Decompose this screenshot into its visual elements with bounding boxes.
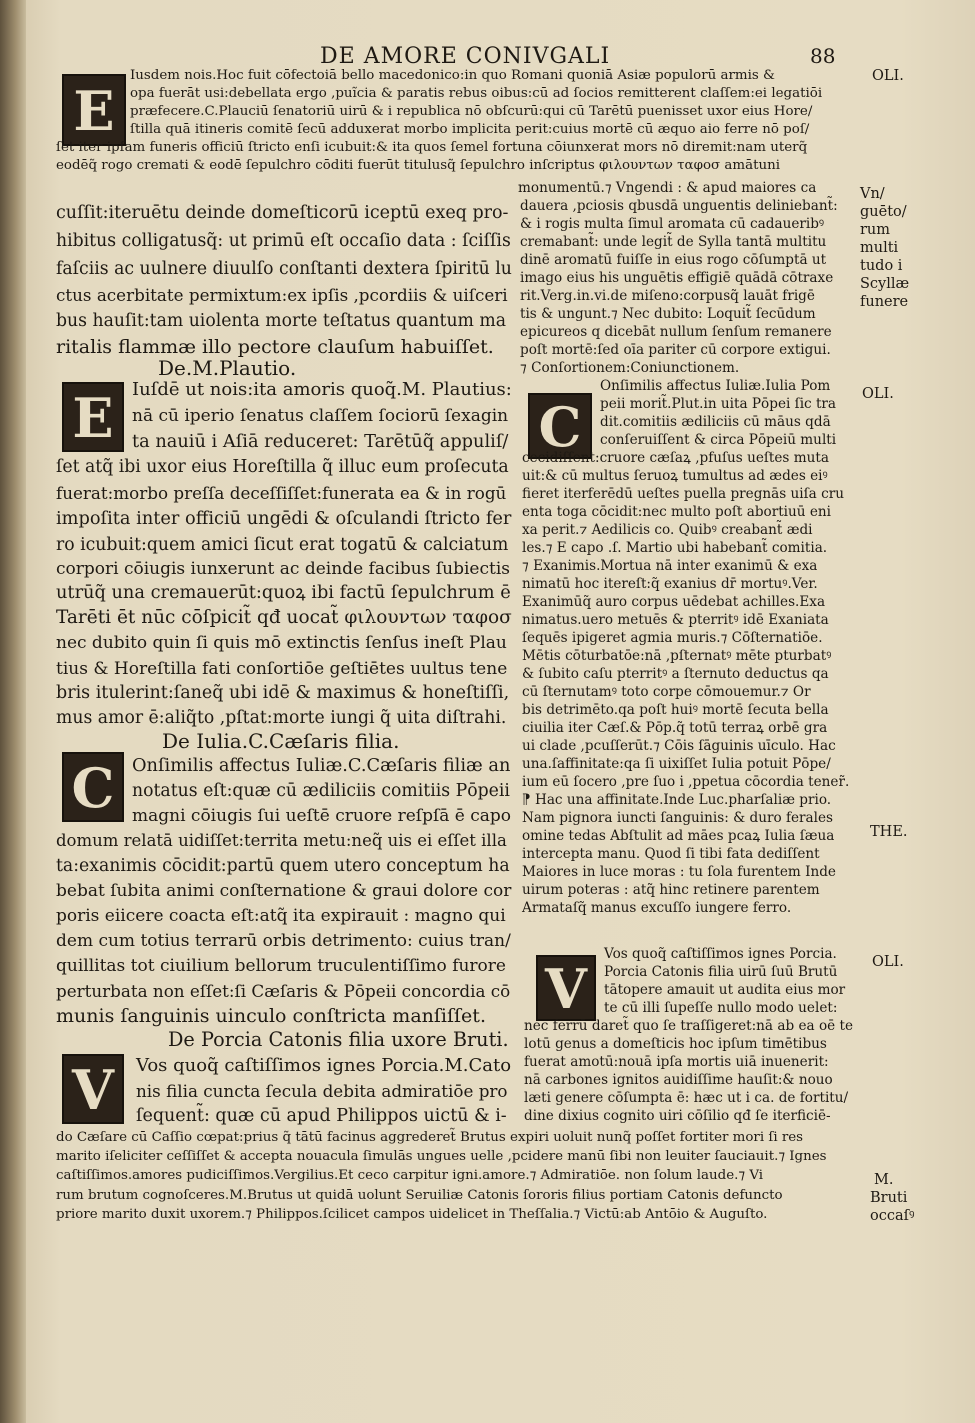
text-line: cuſſit:iteruētu deinde domeſticorū iceptū exeq pro- (56, 203, 509, 223)
commentary-line: læti genere cōſumpta ē: hæc ut i ca. de fortitu/ (524, 1090, 849, 1106)
commentary-line: cremabant̃: unde legit̃ de Sylla tantā multitu (520, 234, 827, 250)
folio-number: 88 (810, 44, 836, 68)
text-line: notatus eſt:quæ cū ædiliciis comitiis Pōpeii (132, 781, 510, 801)
section-heading: De Iulia.C.Cæſaris filia. (162, 729, 400, 753)
commentary-line: una.ſaffinitate:qa ſi uixiſſet Iulia potuit Pōpe/ (522, 756, 831, 772)
commentary-line: uit:& cū multus ſeruoꝝ tumultus ad ædes eiꝰ (522, 468, 828, 484)
text-line: Vos quoq̃ caſtiſſimos ignes Porcia.M.Cato (136, 1055, 512, 1076)
text-line: Iuſdē ut nois:ita amoris quoq̃.M. Plautius: (132, 379, 512, 400)
text-line: faſciis ac uulnere diuulſo conſtanti dextera ſpiritū lu (56, 259, 512, 279)
commentary-line: imago eius his unguētis effigiē quādā cōtraxe (520, 270, 834, 286)
drop-initial: E (62, 74, 126, 146)
commentary-line: ium eū ſocero ,pre ſuo i ,ppetua cōcordia tener̃. (522, 774, 850, 790)
commentary-line: te cū illi ſupeſſe nullo modo uelet: (604, 1000, 838, 1016)
commentary-line: dine dixius cognito uiri cōſilio qđ ſe iterficiē- (524, 1108, 831, 1124)
text-line: ritalis flammæ illo pectore clauſum habuiſſet. (56, 336, 494, 358)
commentary-line: & i rogis multa ſimul aromata cū cadaueribꝰ (520, 216, 825, 232)
commentary-line: monumentū.⁊ Vngendi : & apud maiores ca (518, 180, 817, 196)
text-line: tius & Horeſtilla fati conſortiōe geſtiētes uultus tene (56, 659, 508, 679)
commentary-line: enta toga cōcidit:nec multo poſt abortiuū eni (522, 504, 831, 520)
margin-note: Vn/ (860, 186, 885, 202)
commentary-line: do Cæſare cū Caſſio cœpat:prius q̃ tātū facinus aggrederet̃ Brutus expiri uoluit nunq̃ poſſet fortiter mori ſi res (56, 1130, 804, 1145)
text-line: mus amor ē:aliq̃to ,pſtat:morte iungi q̃ uita diſtrahi. (56, 708, 507, 728)
drop-initial: C (62, 752, 124, 822)
text-line: utrūq̃ una cremauerūt:quoꝝ ibi factū ſepulchrum ē (56, 583, 511, 603)
text-line: nis filia cuncta ſecula debita admiratiōe pro (136, 1081, 508, 1101)
commentary-line: nā carbones ignitos auidiſſime hauſit:& nouo (524, 1072, 833, 1088)
text-line: ſequent̃: quæ cū apud Philippos uictū & i- (136, 1106, 507, 1126)
margin-note: guēto/ (860, 204, 907, 220)
commentary-line: priore marito duxit uxorem.⁊ Philippos.ſcilicet campos uidelicet in Theſſalia.⁊ Victū:ab Antōio & Auguſto. (56, 1207, 768, 1222)
commentary-line: rit.Verg.in.vi.de miſeno:corpusq̃ lauāt frigē (520, 288, 815, 304)
margin-note: tudo i (860, 258, 903, 274)
text-line: perturbata non eſſet:ſi Cæſaris & Pōpeii concordia cō (56, 981, 511, 1001)
text-line: ro icubuit:quem amici ſicut erat togatū & calciatum (56, 535, 509, 555)
commentary-line: epicureos q dicebāt nullum ſenſum remanere (520, 324, 832, 340)
text-line: munis ſanguinis uinculo conſtricta manſiſſet. (56, 1005, 486, 1027)
commentary-line: dauera ,pciosis qbusdā unguentis deliniebant̃: (520, 198, 838, 214)
text-line: bris itulerint:ſaneq̃ ubi idē & maximus & honeſtiſſi, (56, 683, 510, 703)
section-heading: De.M.Plautio. (158, 356, 297, 380)
commentary-line: fieret iterferēdū ueſtes puella pregnās uiſa cru (522, 486, 844, 502)
commentary-line: ⁊ Conſortionem:Coniunctionem. (520, 360, 740, 376)
commentary-line: dit.comitiis ædiliciis cū māus qdā (600, 414, 831, 430)
commentary-line: Nam pignora iuncti ſanguinis: & duro ferales (522, 810, 834, 826)
text-line: magni cōiugis ſui ueſtē cruore reſpſā ē capo (132, 806, 512, 826)
margin-note: THE. (870, 824, 908, 840)
commentary-line: tātopere amauit ut audita eius mor (604, 982, 846, 998)
commentary-line: uirum poteras : atq̃ hinc retinere parentem (522, 882, 820, 898)
commentary-line: Porcia Catonis filia uirū ſuū Brutū (604, 964, 838, 980)
drop-initial: E (62, 382, 124, 452)
margin-note: OLI. (872, 68, 904, 84)
commentary-line: les.⁊ E capo .ſ. Martio ubi habebant̃ comitia. (522, 540, 828, 556)
commentary-line: ⁊ Exanimis.Mortua nā inter exanimū & exa (522, 558, 818, 574)
text-line: poris eiicere coacta eſt:atq̃ ita expirauit : magno qui (56, 906, 506, 926)
text-line: dem cum totius terrarū orbis detrimento: cuius tran/ (56, 931, 511, 951)
text-line: impoſita inter officiū ungēdi & oſculandi ſtricto fer (56, 509, 512, 529)
commentary-line: omine tedas Abſtulit ad māes pcaꝝ Iulia ſæua (522, 828, 835, 844)
commentary-line: Maiores in luce moras : tu ſola furentem Inde (522, 864, 836, 880)
text-line: domum relatā uidiſſet:territa metu:neq̃ uis ei eſſet illa (56, 831, 507, 850)
commentary-line: ⁋ Hac una affinitate.Inde Luc.pharſaliæ prio. (522, 792, 832, 808)
text-line: nā cū iperio ſenatus claſſem ſociorū ſexagin (132, 406, 509, 426)
margin-note: OLI. (862, 386, 894, 402)
commentary-line: caſtiſſimos.amores pudiciſſimos.Vergilius.Et ceco carpitur igni.amore.⁊ Admiratiōe. non ſolum laude.⁊ Vi (56, 1168, 764, 1183)
text-line: ſet iter ipſam funeris officiū ſtricto enſi icubuit:& ita quos ſemel fortuna cōiunxerat mors nō diremit:nam uterq̃ (56, 140, 808, 155)
text-line: Tarēti ēt nūc cōſpicit̃ qđ uocat̃ φιλουντων ταφοσ (56, 607, 512, 628)
text-line: bus hauſit:tam uiolenta morte teſtatus quantum ma (56, 311, 507, 331)
margin-note: M. (874, 1172, 894, 1188)
text-line: Onſimilis affectus Iuliæ.C.Cæſaris filiæ an (132, 756, 511, 776)
commentary-line: nimatus.uero metuēs & pterritꝰ idē Exaniata (522, 612, 829, 628)
commentary-line: bis detrimēto.qa poſt huiꝰ mortē ſecuta bella (522, 702, 829, 718)
text-line: opa fuerāt usi:debellata ergo ,puĩcia & paratis rebus oibus:cū ad ſocios remitterent claſſem:ei legatiōi (130, 86, 823, 101)
text-line: ctus acerbitate permixtum:ex ipſis ,pcordiis & uiſceri (56, 285, 508, 305)
drop-initial: C (528, 393, 592, 459)
text-line: ta nauiū i Aſiā reduceret: Tarētūq̃ appuliſ/ (132, 432, 509, 452)
margin-note: multi (860, 240, 899, 256)
commentary-line: Mētis cōturbatōe:nā ,pſternatꝰ mēte pturbatꝰ (522, 648, 832, 664)
commentary-line: marito iſeliciter ceſſiſſet & accepta nouacula ſimulās ungues uelle ,pcidere manū ſibi non leuiter ſauciauit.⁊ Ignes (56, 1149, 827, 1164)
text-line: nec dubito quin ſi quis mō extinctis ſenſus ineſt Plau (56, 633, 507, 653)
commentary-line: Armataſq̃ manus excuſſo iungere ferro. (522, 900, 792, 916)
commentary-line: peii morit̃.Plut.in uita Pōpei ſic tra (600, 396, 837, 412)
margin-note: rum (860, 222, 891, 238)
commentary-line: cecidiſſent:cruore cæſaꝝ ,pfuſus ueſtes muta (522, 450, 829, 466)
commentary-line: tis & ungunt.⁊ Nec dubito: Loquit̃ ſecūdum (520, 306, 816, 322)
text-line: ſtilla quā itineris comitē ſecū adduxerat morbo implicita perit:cuius mortē cū æquo aio ferre nō poſ/ (130, 122, 810, 137)
commentary-line: ui clade ,pcuſſerūt.⁊ Cōis ſāguinis uīculo. Hac (522, 738, 836, 754)
text-line: bebat ſubita animi conſternatione & graui dolore cor (56, 881, 512, 901)
commentary-line: poſt mortē:ſed oīa pariter cū corpore extigui. (520, 342, 831, 358)
commentary-line: cū ſternutamꝰ toto corpe cōmouemur.⁊ Or (522, 684, 811, 700)
text-line: Iusdem nois.Hoc fuit cōfectoiā bello macedonico:in quo Romani quoniā Asiæ populorū armis & (130, 68, 775, 83)
text-line: corpori cōiugis iunxerunt ac deinde facibus ſubiectis (56, 559, 511, 579)
commentary-line: xa perit.⁊ Aedilicis co. Quibꝰ creabant̃ ædi (522, 522, 813, 538)
margin-note: Bruti (870, 1190, 908, 1206)
text-line: ta:exanimis cōcidit:partū quem utero conceptum ha (56, 856, 510, 876)
commentary-line: dinē aromatū fuiſſe in eius rogo cōſumptā ut (520, 252, 827, 268)
text-line: hibitus colligatusq̃: ut primū eſt occaſio data : ſciſſis (56, 231, 511, 251)
commentary-line: fuerat amotū:nouā ipſa mortis uiā inuenerit: (524, 1054, 829, 1070)
margin-note: occaſꝰ (870, 1208, 915, 1224)
commentary-line: Onſimilis affectus Iuliæ.Iulia Pom (600, 378, 831, 394)
margin-note: Scyllæ (860, 276, 910, 292)
commentary-line: conſeruiſſent & circa Pōpeiū multi (600, 432, 837, 448)
running-head: DE AMORE CONIVGALI (320, 44, 611, 69)
text-line: præfecere.C.Plauciū ſenatoriū uirū & i republica nō obſcurū:qui cū Tarētū puenisset uxor eius Hore/ (130, 104, 813, 119)
text-line: fuerat:morbo preſſa deceſſiſſet:funerata ea & in rogū (56, 483, 507, 503)
text-line: eodēq̃ rogo cremati & eodē ſepulchro cōditi fuerūt titulusq̃ ſepulchro inſcriptus φιλουντων ταφοσ amātuni (56, 158, 780, 173)
margin-note: OLI. (872, 954, 904, 970)
commentary-line: ſequēs ipigeret agmia muris.⁊ Cōſternatiōe. (522, 630, 823, 646)
drop-initial: V (62, 1054, 124, 1124)
commentary-line: nimatū hoc itereſt:q̃ exanius dr̄ mortuꝰ.Ver. (522, 576, 818, 592)
margin-note: funere (860, 294, 909, 310)
commentary-line: nec ferrū daret̃ quo ſe traſſigeret:nā ab ea oē te (524, 1018, 854, 1034)
text-line: quillitas tot ciuilium bellorum truculentiſſimo furore (56, 956, 506, 976)
commentary-line: Exanimūq̃ auro corpus uēdebat achilles.Exa (522, 594, 826, 610)
commentary-line: intercepta manu. Quod ſi tibi fata dediſſent (522, 846, 820, 862)
commentary-line: & ſubito caſu pterritꝰ a ſternuto deductus qa (522, 666, 829, 682)
drop-initial: V (536, 955, 596, 1021)
commentary-line: rum brutum cognoſceres.M.Brutus ut quidā uolunt Seruiliæ Catonis ſororis filius portiam Catonis defuncto (56, 1188, 783, 1203)
page-gutter (0, 0, 26, 1423)
section-heading: De Porcia Catonis filia uxore Bruti. (168, 1028, 509, 1051)
commentary-line: Vos quoq̃ caſtiſſimos ignes Porcia. (604, 946, 837, 962)
text-line: ſet atq̃ ibi uxor eius Horeſtilla q̃ illuc eum proſecuta (56, 457, 509, 477)
commentary-line: ciuilia iter Cæſ.& Pōp.q̃ totū terraꝝ orbē gra (522, 720, 828, 736)
commentary-line: lotū genus a domeſticis hoc ipſum timētibus (524, 1036, 827, 1052)
